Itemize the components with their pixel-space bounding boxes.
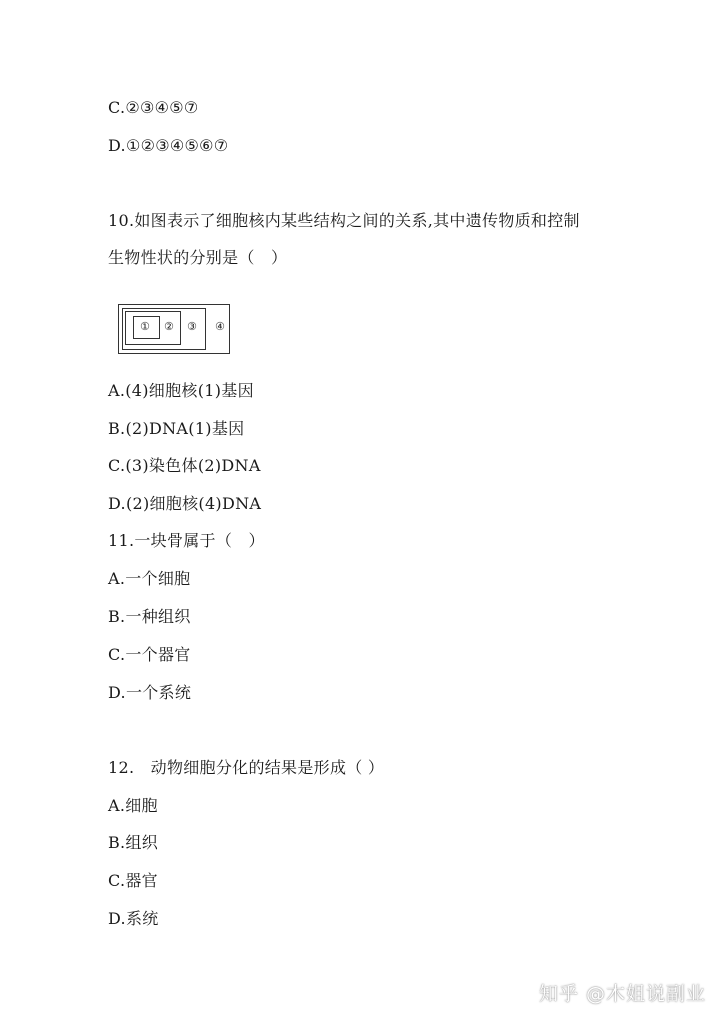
q12-option-c: C.器官 — [108, 871, 158, 890]
nested-structure-diagram — [118, 304, 230, 354]
q10-option-d: D.(2)细胞核(4)DNA — [108, 494, 262, 513]
q10-option-c: C.(3)染色体(2)DNA — [108, 456, 261, 475]
q12-option-b: B.组织 — [108, 833, 159, 852]
label-4: ④ — [215, 320, 225, 333]
label-2: ② — [164, 320, 174, 333]
q12-option-a: A.细胞 — [108, 796, 158, 815]
q11-option-c: C.一个器官 — [108, 645, 191, 664]
q11-stem: 11.一块骨属于（ ） — [108, 531, 265, 550]
q11-option-b: B.一种组织 — [108, 607, 191, 626]
label-3: ③ — [187, 320, 197, 333]
q11-option-a: A.一个细胞 — [108, 569, 191, 588]
q12-option-d: D.系统 — [108, 909, 159, 928]
q11-option-d: D.一个系统 — [108, 683, 192, 702]
watermark: 知乎 @木姐说副业 — [538, 983, 706, 1005]
q9-option-d: D.①②③④⑤⑥⑦ — [108, 136, 229, 155]
label-1: ① — [140, 320, 150, 333]
q9-option-c: C.②③④⑤⑦ — [108, 98, 199, 117]
q10-option-a: A.(4)细胞核(1)基因 — [108, 381, 254, 400]
q10-option-b: B.(2)DNA(1)基因 — [108, 419, 245, 438]
q10-stem-line2: 生物性状的分别是（ ） — [108, 248, 288, 267]
q12-stem: 12. 动物细胞分化的结果是形成（ ） — [108, 758, 385, 777]
q10-stem-line1: 10.如图表示了细胞核内某些结构之间的关系,其中遗传物质和控制 — [108, 211, 580, 230]
